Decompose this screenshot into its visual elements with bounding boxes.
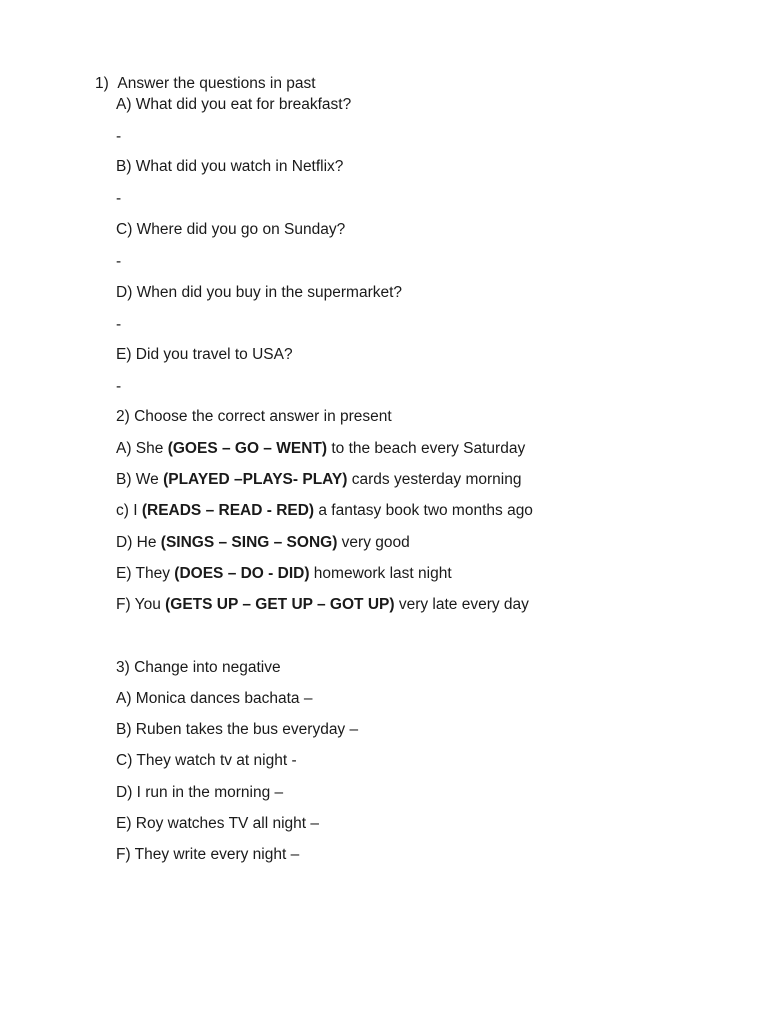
choice-suffix: cards yesterday morning (347, 471, 522, 488)
question-b: B) What did you watch in Netflix? (116, 158, 344, 175)
section3-title: 3) Change into negative (116, 659, 281, 676)
choice-prefix: E) They (116, 565, 175, 582)
choice-suffix: a fantasy book two months ago (314, 502, 533, 519)
choice-prefix: B) We (116, 471, 164, 488)
choice-options: (SINGS – SING – SONG) (160, 534, 338, 551)
choice-options: (DOES – DO - DID) (174, 565, 310, 582)
choice-options: (GETS UP – GET UP – GOT UP) (165, 596, 395, 613)
choice-item-a (116, 440, 525, 458)
choice-options: (GOES – GO – WENT) (167, 440, 328, 457)
choice-prefix: A) She (116, 440, 168, 457)
choice-item-d (116, 534, 410, 552)
section1-title: Answer the questions in past (117, 75, 316, 92)
choice-suffix: very good (337, 534, 410, 551)
choice-suffix: to the beach every Saturday (327, 440, 526, 457)
choice-item-e (116, 565, 452, 583)
section2-title: 2) Choose the correct answer in present (116, 408, 392, 425)
negative-item-e: E) Roy watches TV all night – (116, 815, 320, 832)
section1-heading (95, 75, 316, 93)
negative-item-a: A) Monica dances bachata – (116, 690, 313, 707)
choice-suffix: homework last night (309, 565, 452, 582)
choice-options: (READS – READ - RED) (141, 502, 315, 519)
question-c: C) Where did you go on Sunday? (116, 221, 346, 238)
choice-prefix: c) I (116, 502, 142, 519)
negative-item-d: D) I run in the morning – (116, 784, 284, 801)
question-a: A) What did you eat for breakfast? (116, 96, 352, 113)
choice-item-f (116, 596, 529, 614)
choice-suffix: very late every day (394, 596, 529, 613)
choice-item-c (116, 502, 533, 520)
choice-prefix: D) He (116, 534, 161, 551)
answer-line-b: - (116, 190, 122, 207)
negative-item-f: F) They write every night – (116, 846, 300, 863)
answer-line-c: - (116, 253, 122, 270)
answer-line-e: - (116, 378, 122, 395)
question-e: E) Did you travel to USA? (116, 346, 293, 363)
choice-options: (PLAYED –PLAYS- PLAY) (163, 471, 348, 488)
negative-item-c: C) They watch tv at night - (116, 752, 297, 769)
negative-item-b: B) Ruben takes the bus everyday – (116, 721, 359, 738)
choice-prefix: F) You (116, 596, 166, 613)
section1-number: 1) (95, 75, 109, 92)
answer-line-a: - (116, 128, 122, 145)
answer-line-d: - (116, 316, 122, 333)
choice-item-b (116, 471, 521, 489)
question-d: D) When did you buy in the supermarket? (116, 284, 403, 301)
